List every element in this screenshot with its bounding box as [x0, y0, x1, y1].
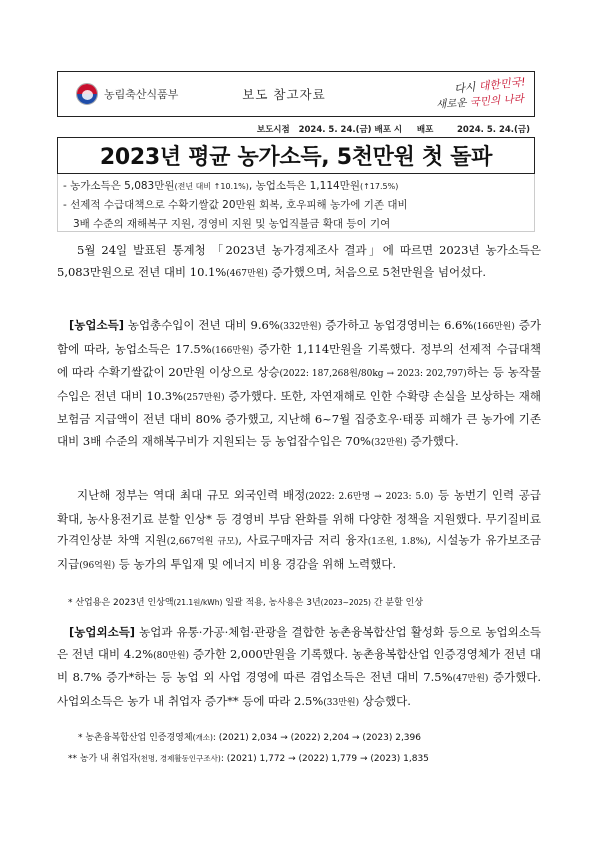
document-type: 보도 참고자료 — [242, 87, 326, 102]
title-box — [57, 137, 535, 174]
header-box — [57, 71, 535, 117]
intro-paragraph: 5월 24일 발표된 통계청 「2023년 농가경제조사 결과」에 따르면 2023년 농가소득은 5,083만원으로 전년 대비 10.1%(467만원) 증가했으며, 처음으로 5천만원을 넘어섰다. — [57, 243, 541, 279]
employed-persons-footnote: ** 농가 내 취업자(천명, 경제활동인구조사): (2021) 1,772 → (2022) 1,779 → (2023) 1,835 — [68, 754, 429, 764]
page-title: 2023년 평균 농가소득, 5천만원 첫 돌파 — [99, 145, 493, 170]
slogan-line-2: 새로운 국민의 나라 — [435, 92, 525, 112]
government-taegeuk-logo-icon — [76, 83, 98, 105]
policy-support-paragraph: 지난해 정부는 역대 최대 규모 외국인력 배정(2022: 2.6만명 → 2023: 5.0) 등 농번기 인력 공급 확대, 농사용전기료 분할 인상* 등 경영비 부담 완화를 위해 다양한 정책을 지원했다. 무기질비료 가격인상분 차액 지원(2,667억원 규모), 사료구매자금 저리 융자(1조원, 1.8%), 시설농가 유가보조금 지급(96억원) 등 농가의 투입재 및 에너지 비용 경감을 위해 노력했다. — [57, 488, 542, 571]
ministry-logo — [58, 72, 194, 116]
summary-bullet-2: - 선제적 수급대책으로 수확기쌀값 20만원 회복, 호우피해 농가에 기존 대비 — [63, 199, 408, 211]
nonfarm-income-paragraph: [농업외소득] 농업과 유통·가공·체험·관광을 결합한 농촌융복합산업 활성화 등으로 농업외소득은 전년 대비 4.2%(80만원) 증가한 2,000만원을 기록했다. 농촌융복합산업 인증경영체가 전년 대비 8.7% 증가*하는 등 농업 외 사업 경영에 따른 겸업소득은 전년 대비 7.5%(47만원) 증가했다. 사업외소득은 농가 내 취업자 증가** 등에 따라 2.5%(33만원) 상승했다. — [57, 625, 542, 708]
farm-income-label: [농업소득] — [69, 318, 124, 332]
farm-income-paragraph: [농업소득] 농업총수입이 전년 대비 9.6%(332만원) 증가하고 농업경영비는 6.6%(166만원) 증가함에 따라, 농업소득은 17.5%(166만원) 증가한 1,114만원을 기록했다. 정부의 선제적 수급대책에 따라 수확기쌀값이 20만원 이상으로 상승(2022: 187,268원/80kg → 2023: 202,797)하는 등 농작물수입은 전년 대비 10.3%(257만원) 증가했다. 또한, 자연재해로 인한 수확량 손실을 보상하는 재해보험금 지급액이 전년 대비 80% 증가했고, 지난해 6~7월 집중호우·태풍 피해가 큰 농가에 기존 대비 3배 수준의 재해복구비가 지원되는 등 농업잡수입은 70%(32만원) 증가했다. — [57, 318, 541, 448]
summary-bullets — [63, 177, 533, 234]
electricity-footnote: * 산업용은 2023년 인상액(21.1원/kWh) 일괄 적용, 농사용은 3년(2023~2025) 간 분할 인상 — [68, 598, 424, 608]
summary-bullet-1: - 농가소득은 5,083만원(전년 대비 ↑10.1%), 농업소득은 1,114만원(↑17.5%) — [63, 180, 399, 192]
slogan-line-1: 다시 대한민국! — [453, 75, 527, 96]
certified-business-footnote: * 농촌융복합산업 인증경영체(개소): (2021) 2,034 → (2022) 2,204 → (2023) 2,396 — [78, 733, 421, 743]
nonfarm-income-label: [농업외소득] — [69, 625, 136, 639]
slogan — [414, 72, 534, 116]
release-info: 보도시점 2024. 5. 24.(금) 배포 시 배포 2024. 5. 24.(금) — [256, 125, 530, 135]
summary-bullet-2-cont: 3배 수준의 재해복구 지원, 경영비 지원 및 농업직불금 확대 등이 기여 — [73, 218, 391, 230]
ministry-name: 농림축산식품부 — [104, 88, 179, 101]
